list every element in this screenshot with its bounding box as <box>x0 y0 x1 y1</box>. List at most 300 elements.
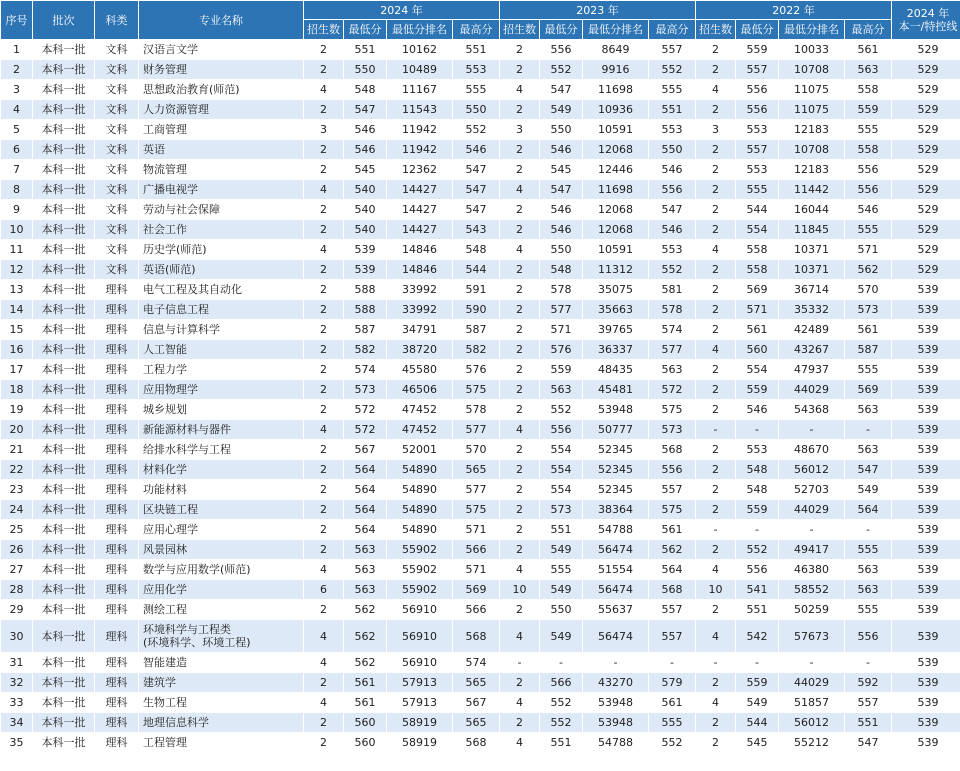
min-rank-2024-cell: 10162 <box>387 40 453 60</box>
table-header <box>1 1 960 40</box>
max-score-2024-cell: 547 <box>453 160 500 180</box>
batch-cell: 本科一批 <box>33 240 95 260</box>
min-score-2022-cell: 556 <box>736 80 779 100</box>
max-score-2022-cell: 557 <box>845 693 892 713</box>
control-line-cell: 539 <box>892 380 960 400</box>
enroll-2024-cell: 2 <box>304 300 344 320</box>
subject-cell: 理科 <box>95 480 139 500</box>
enroll-2022-cell: 4 <box>696 80 736 100</box>
min-score-2024-cell: 540 <box>344 200 387 220</box>
min-score-2022-cell: 560 <box>736 340 779 360</box>
max-score-2024-cell: 552 <box>453 120 500 140</box>
min-score-2024-cell: 587 <box>344 320 387 340</box>
min-rank-2024-cell: 54890 <box>387 520 453 540</box>
min-rank-2023-cell: 35663 <box>583 300 649 320</box>
major-name-cell: 建筑学 <box>139 673 304 693</box>
control-line-cell: 539 <box>892 280 960 300</box>
major-name-cell: 城乡规划 <box>139 400 304 420</box>
enroll-2024-cell: 2 <box>304 733 344 753</box>
batch-cell: 本科一批 <box>33 460 95 480</box>
min-rank-2024-cell: 56910 <box>387 620 453 653</box>
min-score-2024-cell: 572 <box>344 420 387 440</box>
enroll-2023-cell: 2 <box>500 340 540 360</box>
seq-cell: 24 <box>1 500 33 520</box>
max-score-2022-cell: 563 <box>845 440 892 460</box>
enroll-2023-cell: 2 <box>500 320 540 340</box>
batch-cell: 本科一批 <box>33 480 95 500</box>
enroll-2023-cell: 4 <box>500 240 540 260</box>
min-score-2023-cell: 546 <box>540 220 583 240</box>
max-score-2023-cell: 552 <box>649 260 696 280</box>
min-score-2023-cell: 549 <box>540 620 583 653</box>
min-score-2024-cell: 546 <box>344 140 387 160</box>
table-row <box>1 140 960 160</box>
enroll-2023-cell: 2 <box>500 520 540 540</box>
max-score-2022-cell: 561 <box>845 320 892 340</box>
min-score-2023-cell: 556 <box>540 40 583 60</box>
enroll-2022-cell: - <box>696 653 736 673</box>
min-rank-header: 最低分排名 <box>583 20 649 40</box>
enroll-2022-cell: 2 <box>696 160 736 180</box>
enroll-2023-cell: 2 <box>500 220 540 240</box>
table-row <box>1 460 960 480</box>
max-score-2024-cell: 568 <box>453 733 500 753</box>
subject-cell: 理科 <box>95 460 139 480</box>
min-rank-2022-cell: 48670 <box>779 440 845 460</box>
major-name-cell: 财务管理 <box>139 60 304 80</box>
table-row <box>1 440 960 460</box>
seq-cell: 19 <box>1 400 33 420</box>
min-score-2024-cell: 573 <box>344 380 387 400</box>
enroll-2022-cell: 2 <box>696 280 736 300</box>
major-name-cell: 劳动与社会保障 <box>139 200 304 220</box>
enroll-2023-cell: 2 <box>500 600 540 620</box>
min-rank-2023-cell: 56474 <box>583 580 649 600</box>
min-score-2022-cell: 559 <box>736 380 779 400</box>
enroll-2024-cell: 4 <box>304 620 344 653</box>
enroll-2022-cell: 10 <box>696 580 736 600</box>
batch-cell: 本科一批 <box>33 80 95 100</box>
max-score-2023-cell: 550 <box>649 140 696 160</box>
max-score-2023-cell: 577 <box>649 340 696 360</box>
min-score-2023-cell: 559 <box>540 360 583 380</box>
min-rank-2023-cell: 11312 <box>583 260 649 280</box>
control-line-cell: 529 <box>892 180 960 200</box>
enroll-2022-cell: 2 <box>696 180 736 200</box>
max-score-2024-cell: 570 <box>453 440 500 460</box>
min-score-2022-cell: 548 <box>736 460 779 480</box>
max-score-2022-cell: 558 <box>845 140 892 160</box>
table-row <box>1 220 960 240</box>
min-score-2022-cell: 553 <box>736 440 779 460</box>
min-rank-2024-cell: 45580 <box>387 360 453 380</box>
max-score-2024-cell: 553 <box>453 60 500 80</box>
subject-cell: 理科 <box>95 653 139 673</box>
batch-cell: 本科一批 <box>33 733 95 753</box>
min-score-2024-cell: 564 <box>344 500 387 520</box>
major-name-cell: 社会工作 <box>139 220 304 240</box>
enroll-2024-cell: 2 <box>304 320 344 340</box>
batch-cell: 本科一批 <box>33 580 95 600</box>
enroll-2024-cell: 2 <box>304 340 344 360</box>
min-score-2022-cell: 558 <box>736 260 779 280</box>
subject-cell: 文科 <box>95 240 139 260</box>
min-rank-2023-cell: 55637 <box>583 600 649 620</box>
enroll-2023-cell: 2 <box>500 380 540 400</box>
subject-cell: 文科 <box>95 120 139 140</box>
min-rank-2022-cell: 35332 <box>779 300 845 320</box>
control-line-cell: 539 <box>892 340 960 360</box>
max-score-2024-cell: 577 <box>453 420 500 440</box>
enroll-2023-cell: 2 <box>500 713 540 733</box>
enroll-2023-cell: 4 <box>500 420 540 440</box>
major-name-cell: 应用心理学 <box>139 520 304 540</box>
min-rank-2023-cell: 53948 <box>583 400 649 420</box>
min-rank-2022-cell: 46380 <box>779 560 845 580</box>
min-score-2022-cell: 545 <box>736 733 779 753</box>
subject-cell: 理科 <box>95 340 139 360</box>
enroll-2022-cell: 2 <box>696 400 736 420</box>
min-score-2022-cell: 558 <box>736 240 779 260</box>
enroll-2022-cell: 2 <box>696 600 736 620</box>
min-score-2024-cell: 563 <box>344 580 387 600</box>
min-rank-2023-cell: 56474 <box>583 620 649 653</box>
control-line-header: 2024 年 本一/特控线 <box>892 1 960 40</box>
seq-cell: 30 <box>1 620 33 653</box>
major-name-cell: 人工智能 <box>139 340 304 360</box>
min-score-2022-cell: 554 <box>736 360 779 380</box>
seq-cell: 7 <box>1 160 33 180</box>
batch-cell: 本科一批 <box>33 673 95 693</box>
control-line-cell: 539 <box>892 600 960 620</box>
min-rank-2022-cell: 10371 <box>779 260 845 280</box>
control-line-cell: 539 <box>892 500 960 520</box>
max-score-2022-cell: 549 <box>845 480 892 500</box>
max-score-2023-cell: 564 <box>649 560 696 580</box>
seq-cell: 15 <box>1 320 33 340</box>
min-rank-header: 最低分排名 <box>387 20 453 40</box>
enroll-2024-cell: 2 <box>304 713 344 733</box>
min-rank-2022-cell: 56012 <box>779 713 845 733</box>
max-score-2024-cell: 591 <box>453 280 500 300</box>
max-score-2023-cell: 552 <box>649 60 696 80</box>
seq-cell: 32 <box>1 673 33 693</box>
enroll-2024-cell: 2 <box>304 360 344 380</box>
min-score-2023-cell: 563 <box>540 380 583 400</box>
max-score-2024-cell: 590 <box>453 300 500 320</box>
table-row <box>1 260 960 280</box>
batch-cell: 本科一批 <box>33 100 95 120</box>
enroll-2024-cell: 2 <box>304 200 344 220</box>
min-rank-2022-cell: 52703 <box>779 480 845 500</box>
table-row <box>1 40 960 60</box>
enroll-2022-cell: 2 <box>696 40 736 60</box>
enroll-2023-cell: 2 <box>500 160 540 180</box>
min-score-2023-cell: 550 <box>540 120 583 140</box>
max-score-2023-cell: 557 <box>649 620 696 653</box>
enroll-2022-cell: 4 <box>696 340 736 360</box>
min-rank-2022-cell: 44029 <box>779 673 845 693</box>
min-score-2023-cell: 566 <box>540 673 583 693</box>
enroll-2023-cell: 10 <box>500 580 540 600</box>
min-rank-2022-cell: 51857 <box>779 693 845 713</box>
max-score-2023-cell: 553 <box>649 120 696 140</box>
table-row <box>1 180 960 200</box>
max-score-2022-cell: 555 <box>845 220 892 240</box>
batch-cell: 本科一批 <box>33 713 95 733</box>
max-score-2023-cell: 555 <box>649 713 696 733</box>
min-rank-2022-cell: 36714 <box>779 280 845 300</box>
min-rank-2024-cell: 58919 <box>387 713 453 733</box>
max-score-2022-cell: 547 <box>845 460 892 480</box>
min-rank-2022-cell: 47937 <box>779 360 845 380</box>
min-score-2023-cell: 555 <box>540 560 583 580</box>
min-rank-2023-cell: 43270 <box>583 673 649 693</box>
min-rank-2023-cell: 39765 <box>583 320 649 340</box>
max-score-2022-cell: 573 <box>845 300 892 320</box>
enroll-2022-cell: 4 <box>696 560 736 580</box>
min-rank-2024-cell: 46506 <box>387 380 453 400</box>
min-score-2024-cell: 548 <box>344 80 387 100</box>
min-rank-2023-cell: 53948 <box>583 713 649 733</box>
enroll-2023-cell: 2 <box>500 300 540 320</box>
batch-cell: 本科一批 <box>33 693 95 713</box>
min-rank-2024-cell: 14427 <box>387 180 453 200</box>
max-score-2024-cell: 550 <box>453 100 500 120</box>
max-score-2024-cell: 551 <box>453 40 500 60</box>
enroll-2024-cell: 2 <box>304 380 344 400</box>
enroll-2024-cell: 3 <box>304 120 344 140</box>
subject-cell: 理科 <box>95 500 139 520</box>
major-name-cell: 人力资源管理 <box>139 100 304 120</box>
table-row <box>1 240 960 260</box>
min-score-2022-cell: 553 <box>736 160 779 180</box>
table-row <box>1 200 960 220</box>
min-score-2022-cell: 552 <box>736 540 779 560</box>
enroll-2022-cell: - <box>696 520 736 540</box>
enroll-2022-cell: 2 <box>696 60 736 80</box>
enroll-2022-cell: - <box>696 420 736 440</box>
enroll-2022-cell: 4 <box>696 620 736 653</box>
batch-cell: 本科一批 <box>33 440 95 460</box>
min-score-2023-cell: 548 <box>540 260 583 280</box>
min-score-2022-cell: 544 <box>736 713 779 733</box>
enroll-2023-cell: 4 <box>500 180 540 200</box>
min-score-2022-cell: - <box>736 520 779 540</box>
min-rank-2022-cell: 11845 <box>779 220 845 240</box>
max-score-2023-cell: 572 <box>649 380 696 400</box>
table-row <box>1 560 960 580</box>
seq-cell: 34 <box>1 713 33 733</box>
control-line-cell: 539 <box>892 540 960 560</box>
max-score-2024-cell: 577 <box>453 480 500 500</box>
batch-cell: 本科一批 <box>33 160 95 180</box>
table-row <box>1 100 960 120</box>
max-score-2022-cell: 569 <box>845 380 892 400</box>
enroll-2024-cell: 4 <box>304 180 344 200</box>
enroll-2022-cell: 2 <box>696 360 736 380</box>
min-score-2022-cell: 556 <box>736 100 779 120</box>
min-rank-2024-cell: 38720 <box>387 340 453 360</box>
major-header: 专业名称 <box>139 1 304 40</box>
min-score-2023-cell: 552 <box>540 60 583 80</box>
min-score-2023-cell: 577 <box>540 300 583 320</box>
table-row <box>1 540 960 560</box>
control-line-cell: 539 <box>892 320 960 340</box>
control-line-cell: 529 <box>892 200 960 220</box>
min-rank-2022-cell: 44029 <box>779 500 845 520</box>
subject-cell: 理科 <box>95 300 139 320</box>
seq-cell: 6 <box>1 140 33 160</box>
min-score-2022-cell: 556 <box>736 560 779 580</box>
enroll-2022-cell: 2 <box>696 713 736 733</box>
min-rank-2023-cell: 9916 <box>583 60 649 80</box>
max-score-2023-cell: 546 <box>649 220 696 240</box>
enroll-2024-cell: 2 <box>304 260 344 280</box>
enroll-2023-cell: 2 <box>500 460 540 480</box>
min-score-2024-cell: 564 <box>344 520 387 540</box>
table-row <box>1 520 960 540</box>
max-score-2024-cell: 587 <box>453 320 500 340</box>
major-name-cell: 风景园林 <box>139 540 304 560</box>
enroll-2024-cell: 2 <box>304 673 344 693</box>
min-rank-2024-cell: 57913 <box>387 673 453 693</box>
min-score-2022-cell: 549 <box>736 693 779 713</box>
subject-cell: 理科 <box>95 360 139 380</box>
max-score-2023-cell: 568 <box>649 440 696 460</box>
min-score-2023-cell: 571 <box>540 320 583 340</box>
enroll-2024-cell: 4 <box>304 420 344 440</box>
major-name-cell: 电子信息工程 <box>139 300 304 320</box>
seq-cell: 13 <box>1 280 33 300</box>
seq-cell: 16 <box>1 340 33 360</box>
max-score-2024-cell: 575 <box>453 500 500 520</box>
seq-cell: 23 <box>1 480 33 500</box>
major-name-cell: 汉语言文学 <box>139 40 304 60</box>
min-score-2022-cell: 559 <box>736 40 779 60</box>
min-rank-2023-cell: 45481 <box>583 380 649 400</box>
min-score-2023-cell: 578 <box>540 280 583 300</box>
min-rank-2022-cell: 42489 <box>779 320 845 340</box>
control-line-cell: 529 <box>892 120 960 140</box>
enroll-2023-cell: 2 <box>500 440 540 460</box>
enroll-2024-cell: 2 <box>304 280 344 300</box>
max-score-2022-cell: 564 <box>845 500 892 520</box>
enroll-2022-cell: 2 <box>696 460 736 480</box>
major-name-cell: 工程管理 <box>139 733 304 753</box>
enroll-2024-cell: 2 <box>304 540 344 560</box>
table-row <box>1 80 960 100</box>
max-score-2024-cell: 565 <box>453 673 500 693</box>
major-name-cell: 工商管理 <box>139 120 304 140</box>
min-rank-2023-cell: 36337 <box>583 340 649 360</box>
seq-cell: 4 <box>1 100 33 120</box>
min-score-2023-cell: 552 <box>540 693 583 713</box>
enroll-2024-cell: 2 <box>304 400 344 420</box>
min-score-2023-cell: 551 <box>540 520 583 540</box>
min-rank-2024-cell: 10489 <box>387 60 453 80</box>
subject-cell: 理科 <box>95 520 139 540</box>
batch-cell: 本科一批 <box>33 380 95 400</box>
subject-cell: 文科 <box>95 100 139 120</box>
control-line-cell: 529 <box>892 220 960 240</box>
enroll-2023-cell: 2 <box>500 540 540 560</box>
min-rank-2024-cell: 14427 <box>387 200 453 220</box>
subject-cell: 文科 <box>95 160 139 180</box>
major-name-cell: 新能源材料与器件 <box>139 420 304 440</box>
batch-cell: 本科一批 <box>33 200 95 220</box>
max-score-2023-cell: 547 <box>649 200 696 220</box>
enroll-2022-cell: 2 <box>696 220 736 240</box>
enroll-2022-cell: 2 <box>696 200 736 220</box>
year-2023-header: 2023 年 <box>500 1 696 20</box>
max-score-2023-cell: 557 <box>649 480 696 500</box>
min-score-2024-cell: 547 <box>344 100 387 120</box>
seq-cell: 21 <box>1 440 33 460</box>
enrollment-header: 招生数 <box>304 20 344 40</box>
enroll-2023-cell: - <box>500 653 540 673</box>
min-rank-2022-cell: 16044 <box>779 200 845 220</box>
control-line-cell: 539 <box>892 420 960 440</box>
min-rank-2024-cell: 56910 <box>387 653 453 673</box>
table-row <box>1 60 960 80</box>
enroll-2022-cell: 2 <box>696 440 736 460</box>
max-score-2022-cell: 587 <box>845 340 892 360</box>
max-score-header: 最高分 <box>453 20 500 40</box>
min-rank-2024-cell: 54890 <box>387 480 453 500</box>
min-score-2024-cell: 561 <box>344 673 387 693</box>
enroll-2023-cell: 2 <box>500 60 540 80</box>
min-score-2024-cell: 562 <box>344 600 387 620</box>
batch-cell: 本科一批 <box>33 300 95 320</box>
min-score-2022-cell: 544 <box>736 200 779 220</box>
control-line-cell: 539 <box>892 733 960 753</box>
max-score-2024-cell: 566 <box>453 600 500 620</box>
major-name-cell: 广播电视学 <box>139 180 304 200</box>
enroll-2023-cell: 2 <box>500 260 540 280</box>
min-score-2023-cell: 547 <box>540 80 583 100</box>
min-score-2024-cell: 562 <box>344 620 387 653</box>
table-row <box>1 280 960 300</box>
max-score-2022-cell: 556 <box>845 160 892 180</box>
year-2024-header: 2024 年 <box>304 1 500 20</box>
control-line-cell: 539 <box>892 580 960 600</box>
enroll-2022-cell: 2 <box>696 500 736 520</box>
subject-header: 科类 <box>95 1 139 40</box>
min-score-2024-cell: 560 <box>344 713 387 733</box>
min-rank-2024-cell: 33992 <box>387 280 453 300</box>
max-score-2023-cell: 563 <box>649 360 696 380</box>
max-score-2022-cell: 555 <box>845 540 892 560</box>
min-score-2023-cell: 550 <box>540 240 583 260</box>
seq-cell: 20 <box>1 420 33 440</box>
min-score-2024-cell: 588 <box>344 300 387 320</box>
batch-cell: 本科一批 <box>33 560 95 580</box>
min-rank-2022-cell: 11075 <box>779 80 845 100</box>
major-name-cell: 工程力学 <box>139 360 304 380</box>
min-rank-2022-cell: 11442 <box>779 180 845 200</box>
table-row <box>1 160 960 180</box>
min-score-2024-cell: 550 <box>344 60 387 80</box>
min-rank-2022-cell: 44029 <box>779 380 845 400</box>
enroll-2024-cell: 6 <box>304 580 344 600</box>
min-score-header: 最低分 <box>540 20 583 40</box>
subject-cell: 理科 <box>95 380 139 400</box>
max-score-2024-cell: 578 <box>453 400 500 420</box>
min-score-2023-cell: 573 <box>540 500 583 520</box>
enroll-2022-cell: 2 <box>696 380 736 400</box>
max-score-2022-cell: 546 <box>845 200 892 220</box>
